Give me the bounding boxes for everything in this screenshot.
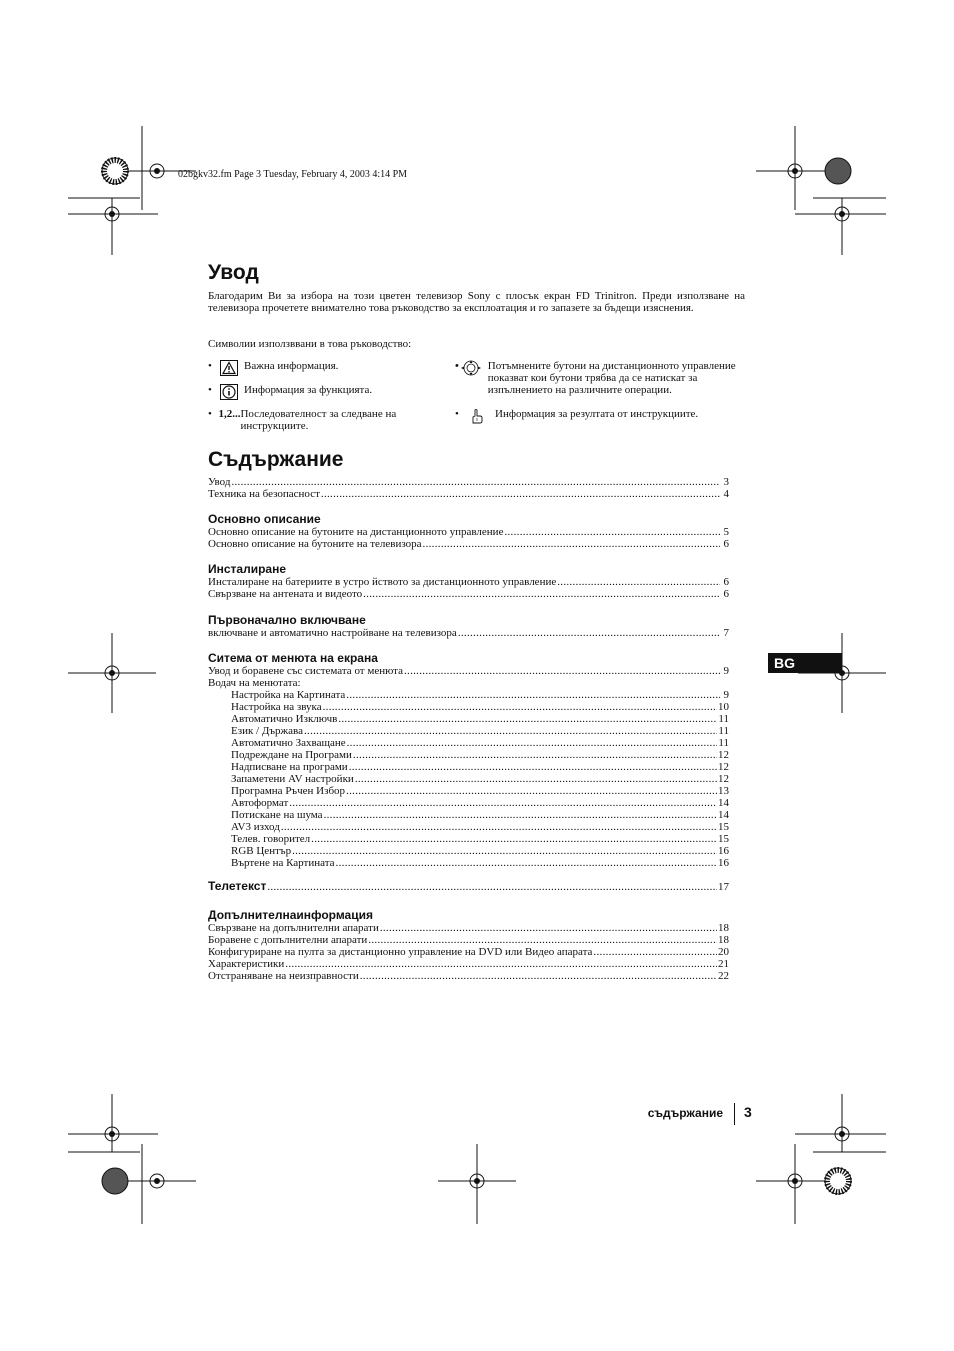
- toc-section-additional-info: [208, 908, 729, 982]
- toc-page: 9: [723, 689, 729, 701]
- file-info-header: 02bgkv32.fm Page 3 Tuesday, February 4, 2003 4:14 PM: [178, 169, 408, 180]
- toc-page: 11: [718, 725, 729, 737]
- toc-label: AV3 изход: [231, 821, 280, 833]
- language-tab: BG: [768, 653, 842, 673]
- toc-label: RGB Център: [231, 845, 292, 857]
- toc-subrow[interactable]: [208, 785, 729, 797]
- symbol-text: Потъмнените бутони на дистанционното управление показват кои бутони трябва да се натискат за изпълнението на различните операции.: [487, 360, 736, 396]
- toc-row[interactable]: [208, 958, 729, 970]
- toc-subrow[interactable]: [208, 713, 729, 725]
- toc-section-overview: [208, 512, 729, 550]
- info-icon: [220, 384, 238, 400]
- toc-page: 6: [723, 538, 729, 550]
- toc-subrow[interactable]: [208, 689, 729, 701]
- intro-paragraph: Благодарим Ви за избора на този цветен телевизор Sony с плосък екран FD Trinitron. Преди използване на телевизора прочетете внимателно това ръководство за експлоатация и го запазете за бъдещи изяснения.: [208, 290, 745, 314]
- toc-page: 12: [718, 773, 729, 785]
- toc-section-heading: Телетекст: [208, 879, 267, 893]
- toc-row[interactable]: [208, 538, 729, 550]
- toc-row[interactable]: [208, 576, 729, 588]
- toc-section-teletext: [208, 880, 729, 895]
- toc-label: Въртене на Картината: [231, 857, 335, 869]
- toc-label: Инсталиране на батериите в устро йството за дистанционното управление: [208, 576, 557, 588]
- toc-subrow[interactable]: [208, 737, 729, 749]
- toc-subrow[interactable]: [208, 857, 729, 869]
- toc-row[interactable]: [208, 934, 729, 946]
- toc-row[interactable]: [208, 588, 729, 600]
- toc-label: включване и автоматично настройване на телевизора: [208, 627, 457, 639]
- toc-page: 10: [718, 701, 729, 713]
- toc-page: 16: [718, 845, 729, 857]
- toc-label: Подреждане на Програми: [231, 749, 352, 761]
- toc-row[interactable]: [208, 627, 729, 639]
- page-number: 3: [744, 1104, 752, 1120]
- toc-page: 13: [718, 785, 729, 797]
- toc-section-heading: Основно описание: [208, 512, 321, 526]
- symbol-text: Информация за резултата от инструкциите.: [495, 408, 699, 420]
- symbol-text: Последователност за следване на инструкциите.: [240, 408, 397, 432]
- intro-title: Увод: [208, 261, 259, 284]
- toc-subrow[interactable]: [208, 797, 729, 809]
- toc-label: Конфигуриране на пулта за дистанционно управление на DVD или Видео апарата: [208, 946, 593, 958]
- toc-label: Боравене с допълнителни апарати: [208, 934, 368, 946]
- symbol-info: [208, 384, 438, 400]
- toc-top: [208, 476, 729, 500]
- toc-label: Потискане на шума: [231, 809, 323, 821]
- toc-label: Отстраняване на неизправности: [208, 970, 359, 982]
- toc-label: Свързване на допълнителни апарати: [208, 922, 379, 934]
- symbol-warning: [208, 360, 438, 376]
- toc-label: Автоматично Изключв: [231, 713, 338, 725]
- toc-row[interactable]: [208, 946, 729, 958]
- toc-row[interactable]: [208, 476, 729, 488]
- toc-page: 12: [718, 749, 729, 761]
- toc-label: Надписване на програми: [231, 761, 348, 773]
- hand-pointer-icon: [467, 408, 489, 424]
- toc-page: 4: [723, 488, 729, 500]
- toc-section-first-switch-on: [208, 613, 729, 639]
- toc-section-heading: Първоначално включване: [208, 613, 366, 627]
- toc-page: 20: [718, 946, 729, 958]
- footer-divider: [734, 1103, 735, 1125]
- sequence-marker: 1,2...: [218, 408, 241, 420]
- toc-section-menu-system: [208, 651, 729, 869]
- toc-page: 18: [718, 922, 729, 934]
- toc-page: 3: [723, 476, 729, 488]
- toc-subrow[interactable]: [208, 701, 729, 713]
- toc-section-heading: Ситема от менюта на екрана: [208, 651, 378, 665]
- toc-subrow[interactable]: [208, 809, 729, 821]
- toc-page: 18: [718, 934, 729, 946]
- toc-page: 21: [718, 958, 729, 970]
- toc-page: 5: [723, 526, 729, 538]
- toc-page: 6: [723, 588, 729, 600]
- toc-label: Телев. говорител: [231, 833, 311, 845]
- toc-subrow[interactable]: [208, 833, 729, 845]
- toc-row[interactable]: [208, 665, 729, 677]
- toc-section-heading: Допълнителнаинформация: [208, 908, 373, 922]
- symbol-remote-buttons: [455, 360, 745, 396]
- toc-label: Настройка на звука: [231, 701, 322, 713]
- toc-page: 14: [718, 809, 729, 821]
- toc-subrow[interactable]: [208, 749, 729, 761]
- symbol-text: Информация за функцията.: [244, 384, 373, 396]
- toc-page: 15: [718, 833, 729, 845]
- toc-label: Запаметени AV настройки: [231, 773, 354, 785]
- toc-label: Характеристики: [208, 958, 285, 970]
- toc-row[interactable]: [208, 880, 729, 895]
- toc-page: 17: [718, 881, 729, 893]
- toc-label: Техника на безопасност: [208, 488, 320, 500]
- toc-subrow[interactable]: [208, 773, 729, 785]
- bullet: •: [455, 360, 459, 372]
- toc-page: 16: [718, 857, 729, 869]
- toc-page: 6: [723, 576, 729, 588]
- toc-label: Основно описание на бутоните на дистанционното управление: [208, 526, 504, 538]
- symbol-result: [455, 408, 745, 424]
- toc-section-heading: Инсталиране: [208, 562, 287, 576]
- toc-page: 12: [718, 761, 729, 773]
- toc-row: [208, 677, 729, 689]
- bullet: •: [455, 408, 459, 420]
- toc-subrow[interactable]: [208, 761, 729, 773]
- contents-title: Съдържание: [208, 448, 344, 471]
- toc-page: 7: [723, 627, 729, 639]
- toc-label: Език / Държава: [231, 725, 303, 737]
- toc-row[interactable]: [208, 970, 729, 982]
- bullet: •: [208, 360, 212, 372]
- bullet: •: [208, 408, 212, 420]
- toc-page: 22: [718, 970, 729, 982]
- bullet: •: [208, 384, 212, 396]
- toc-label: Свързване на антената и видеото: [208, 588, 363, 600]
- toc-page: 15: [718, 821, 729, 833]
- footer-section-label: съдържание: [647, 1106, 723, 1120]
- toc-page: 11: [718, 737, 729, 749]
- toc-page: 14: [718, 797, 729, 809]
- toc-label: Увод: [208, 476, 231, 488]
- toc-label: Водач на менютата:: [208, 677, 301, 689]
- toc-page: 11: [718, 713, 729, 725]
- toc-row[interactable]: [208, 922, 729, 934]
- toc-page: 9: [723, 665, 729, 677]
- symbols-heading: Символии използввани в това ръководство:: [208, 338, 412, 350]
- toc-label: Увод и боравене със системата от менюта: [208, 665, 403, 677]
- symbol-text: Важна информация.: [244, 360, 339, 372]
- toc-row[interactable]: [208, 526, 729, 538]
- toc-label: Настройка на Картината: [231, 689, 346, 701]
- toc-subrow[interactable]: [208, 821, 729, 833]
- toc-subrow[interactable]: [208, 725, 729, 737]
- toc-label: Автоформат: [231, 797, 289, 809]
- toc-section-installation: [208, 562, 729, 600]
- toc-row[interactable]: [208, 488, 729, 500]
- symbol-sequence: [208, 408, 438, 432]
- toc-label: Автоматично Захващане: [231, 737, 346, 749]
- remote-buttons-icon: [460, 360, 482, 376]
- warning-icon: [220, 360, 238, 376]
- toc-subrow[interactable]: [208, 845, 729, 857]
- toc-label: Програмна Ръчен Избор: [231, 785, 346, 797]
- toc-label: Основно описание на бутоните на телевизора: [208, 538, 422, 550]
